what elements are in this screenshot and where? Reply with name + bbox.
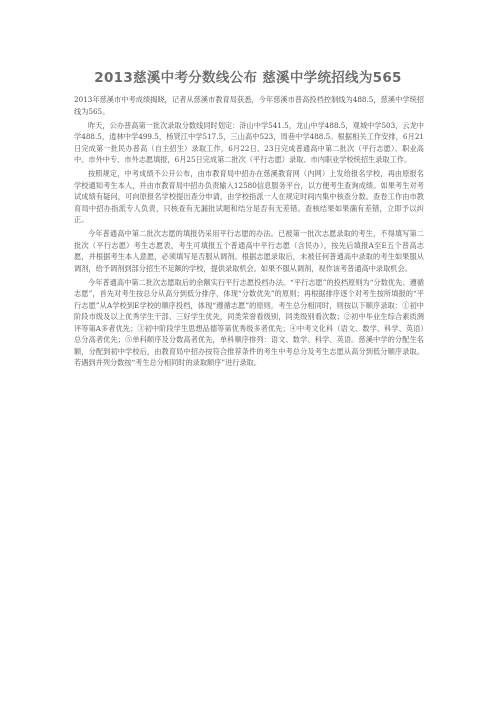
document-title: 2013慈溪中考分数线公布 慈溪中学统招线为565 (94, 70, 402, 86)
paragraph-parallel-volunteer: 今年普通高中第二批次志愿的填报仍采用平行志愿的办法。已被第一批次志愿录取的考生，不得填写第二批次（平行志愿）考生志愿表，考生可填报五个普通高中平行志愿（含民办），按先后填报A至E五个普高志愿，并根据考生本人意愿，必须填写是否服从调剂。根据志愿录取后，未被任何普通高中录取的考生如果服从调剂，给予调剂到部分招生不足额的学校，提供录取机会。如果不服从调剂，视作该考普通高中录取机会。 (74, 229, 424, 273)
paragraph-admission-rules: 今年普通高中第二批次志愿取后的余额实行平行志愿投档办法。“平行志愿”的投档原则为“分数优先、遵循志愿”，首先对考生按总分从高分到低分排序，体现“分数优先”的原则；再根据排序逐个对考生按所填报的“平行志愿”从A学校到E学校的顺序投档，体现“遵循志愿”的原则。考生总分相同时，则按以下顺序录取：①初中阶段市级及以上优秀学生干部、三好学生优先，同类荣誉看级别，同类级别看次数；②初中毕业生综合素质测评等第A多者优先；③初中阶段学生思想品德等第优秀级多者优先；④中考文化科（语文、数学、科学、英语）总分高者优先；⑤单科顺序及分数高者优先，单科顺序排列：语文、数学、科学、英语。慈溪中学的分配生名额，分配到初中学校后，由教育局中招办按符合推荐条件的考生中考总分及考生志愿从高分到低分顺序录取。若遇到并列分数按“考生总分相同时的录取顺序”进行录取。 (74, 277, 424, 367)
paragraph-score-lines: 昨天，公办普高第一批次录取分数线同时划定：浒山中学541.5，龙山中学488.5，观城中学503，云龙中学488.5，逍林中学499.5，杨贤江中学517.5，三山高中523，周巷中学488.5。根据相关工作安排，6月21日完成第一批民办普高（自主招生）录取工作，6月22日、23日完成普通高中第二批次（平行志愿）、职业高中、市外中专、市外志愿填报，6月25日完成第二批次（平行志愿）录取、市内职业学校统招生录取工作。 (74, 120, 424, 164)
paragraph-score-query: 按照规定，中考成绩不公开公布，由市教育局中招办在慈溪教育网（内网）上发给报名学校，再由原报名学校通知考生本人，并由市教育局中招办负责输入12580信息服务平台，以方便考生查询成绩。如果考生对考试成绩有疑问，可向原报名学校提出查分申请，由学校指派一人在规定时间内集中核查分数。查卷工作由市教育局中招办指派专人负责，只核查有无漏批试题和结分是否有无差错。查核结果如果确有差错，立即予以纠正。 (74, 169, 424, 224)
document-body (74, 94, 424, 371)
paragraph-intro: 2013年慈溪市中考成绩揭晓，记者从慈溪市教育局获悉，今年慈溪市普高投档控制线为488.5，慈溪中学统招线为565。 (74, 95, 424, 116)
